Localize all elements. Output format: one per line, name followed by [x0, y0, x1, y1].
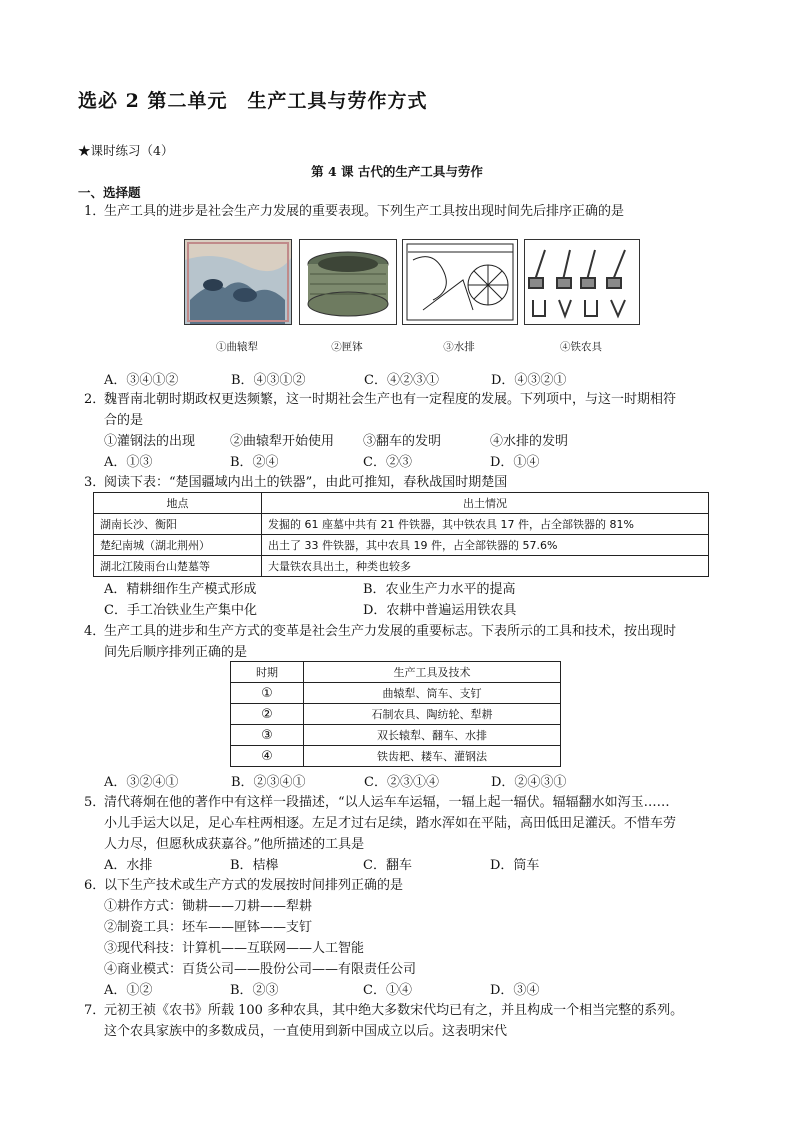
question-1-stem: 生产工具的进步是社会生产力发展的重要表现。下列生产工具按出现时间先后排序正确的是 — [104, 204, 625, 219]
statement-2: ②制瓷工具：坯车——匣钵——支钉 — [104, 920, 313, 935]
option-d[interactable]: D．③④ — [490, 983, 540, 998]
option-a[interactable]: A．精耕细作生产模式形成 — [104, 582, 257, 597]
option-c[interactable]: C．②③ — [363, 455, 412, 470]
option-a[interactable]: A．③②④① — [104, 775, 179, 790]
option-b[interactable]: B．②③ — [230, 983, 279, 998]
table-row: ④ 铁齿耙、耧车、灌钢法 — [231, 746, 561, 767]
statement-1: ①耕作方式：锄耕——刀耕——犁耕 — [104, 899, 313, 914]
option-c[interactable]: C．④②③① — [364, 373, 439, 388]
option-a[interactable]: A．水排 — [104, 858, 153, 873]
option-d[interactable]: D．筒车 — [490, 858, 540, 873]
option-d[interactable]: D．②④③① — [491, 775, 567, 790]
table-header: 出土情况 — [262, 493, 709, 514]
saggar-image — [299, 239, 397, 325]
question-6: 6．以下生产技术或生产方式的发展按时间排列正确的是 ①耕作方式：锄耕——刀耕——犁耕 ②制瓷工具：坯车——匣钵——支钉 ③现代科技：计算机——互联网——人工智能 ④商业模式：百货公司——股份公司——有限责任公司 A．①② B．②③ C．①④ D．③④ — [84, 875, 724, 1001]
caption-4: ④铁农具 — [560, 341, 602, 353]
caption-2: ②匣钵 — [331, 341, 363, 353]
question-4: 4．生产工具的进步和生产方式的变革是社会生产力发展的重要标志。下表所示的工具和技术，按出现时 间先后顺序排列正确的是 — [84, 624, 677, 660]
option-b[interactable]: B．农业生产力水平的提高 — [363, 582, 516, 597]
statement-4: ④商业模式：百货公司——股份公司——有限责任公司 — [104, 962, 417, 977]
option-b[interactable]: B．桔槔 — [230, 858, 279, 873]
tools-timeline-table — [230, 661, 561, 767]
table-row: 楚纪南城（湖北荆州） 出土了 33 件铁器，其中农具 19 件，占全部铁器的 57.6% — [94, 535, 709, 556]
option-a[interactable]: A．③④①② — [104, 373, 179, 388]
option-a[interactable]: A．①② — [104, 983, 153, 998]
question-4-options — [104, 771, 566, 790]
section-heading: 一、选择题 — [78, 185, 141, 200]
question-7: 7．元初王祯《农书》所载 100 多种农具，其中绝大多数宋代均已有之，并且构成一个相当完整的系列。 这个农具家族中的多数成员，一直使用到新中国成立以后。这表明宋代 — [84, 1003, 684, 1039]
table-row: 湖北江陵雨台山楚墓等 大量铁农具出土，种类也较多 — [94, 556, 709, 577]
statement-3: ③翻车的发明 — [363, 434, 442, 449]
question-1-options — [104, 369, 566, 388]
caption-1: ①曲辕犁 — [216, 341, 258, 353]
page-title: 选必 2 第二单元 生产工具与劳作方式 — [78, 90, 428, 112]
option-d[interactable]: D．农耕中普遍运用铁农具 — [363, 603, 517, 618]
option-d[interactable]: D．①④ — [490, 455, 540, 470]
iron-finds-table — [93, 492, 709, 577]
option-c[interactable]: C．②③①④ — [364, 775, 439, 790]
option-b[interactable]: B．②④ — [230, 455, 279, 470]
table-row: 湖南长沙、衡阳 发掘的 61 座墓中共有 21 件铁器，其中铁农具 17 件，占全部铁器的 81% — [94, 514, 709, 535]
table-row: ③ 双长辕犁、翻车、水排 — [231, 725, 561, 746]
question-2: 2．魏晋南北朝时期政权更迭频繁，这一时期社会生产也有一定程度的发展。下列项中，与这一时期相符 合的是 ①灌钢法的出现 ②曲辕犁开始使用 ③翻车的发明 ④水排的发明 A．①③ B．②④ C．②③ D．①④ — [84, 389, 724, 473]
iron-tools-image — [524, 239, 640, 325]
lesson-title: 第 4 课 古代的生产工具与劳作 — [311, 164, 483, 179]
table-header: 地点 — [94, 493, 262, 514]
table-row: ① 曲辕犁、筒车、支钉 — [231, 683, 561, 704]
table-row: ② 石制农具、陶纺轮、犁耕 — [231, 704, 561, 725]
curved-plough-image — [184, 239, 292, 325]
table-header: 时期 — [231, 662, 304, 683]
statement-2: ②曲辕犁开始使用 — [230, 434, 335, 449]
option-b[interactable]: B．④③①② — [231, 373, 306, 388]
water-bellows-image — [402, 239, 518, 325]
statement-3: ③现代科技：计算机——互联网——人工智能 — [104, 941, 365, 956]
option-c[interactable]: C．手工冶铁业生产集中化 — [104, 603, 257, 618]
question-3: 3．阅读下表：“楚国疆域内出土的铁器”，由此可推知，春秋战国时期楚国 — [84, 475, 508, 490]
statement-1: ①灌钢法的出现 — [104, 434, 196, 449]
option-d[interactable]: D．④③②① — [491, 373, 567, 388]
option-b[interactable]: B．②③④① — [231, 775, 306, 790]
caption-3: ③水排 — [443, 341, 475, 353]
statement-4: ④水排的发明 — [490, 434, 569, 449]
option-c[interactable]: C．①④ — [363, 983, 412, 998]
practice-label: ★课时练习（4） — [78, 143, 174, 158]
question-1: 1．生产工具的进步是社会生产力发展的重要表现。下列生产工具按出现时间先后排序正确的是 — [84, 204, 625, 219]
option-c[interactable]: C．翻车 — [363, 858, 412, 873]
option-a[interactable]: A．①③ — [104, 455, 153, 470]
table-header: 生产工具及技术 — [304, 662, 561, 683]
question-3-options — [104, 579, 516, 621]
question-5: 5．清代蒋炯在他的著作中有这样一段描述，“以人运车车运辐，一辐上起一辐伏。辐辐翻水如泻玉…… 小儿手运大以足，足心车柱两相逐。左足才过右足续，踏水浑如在平陆，高田低田足灌沃。不惜车劳 人力尽，但愿秋成获嘉谷。”他所描述的工具是 A．水排 B．桔槔 C．翻车 D．筒车 — [84, 792, 724, 876]
